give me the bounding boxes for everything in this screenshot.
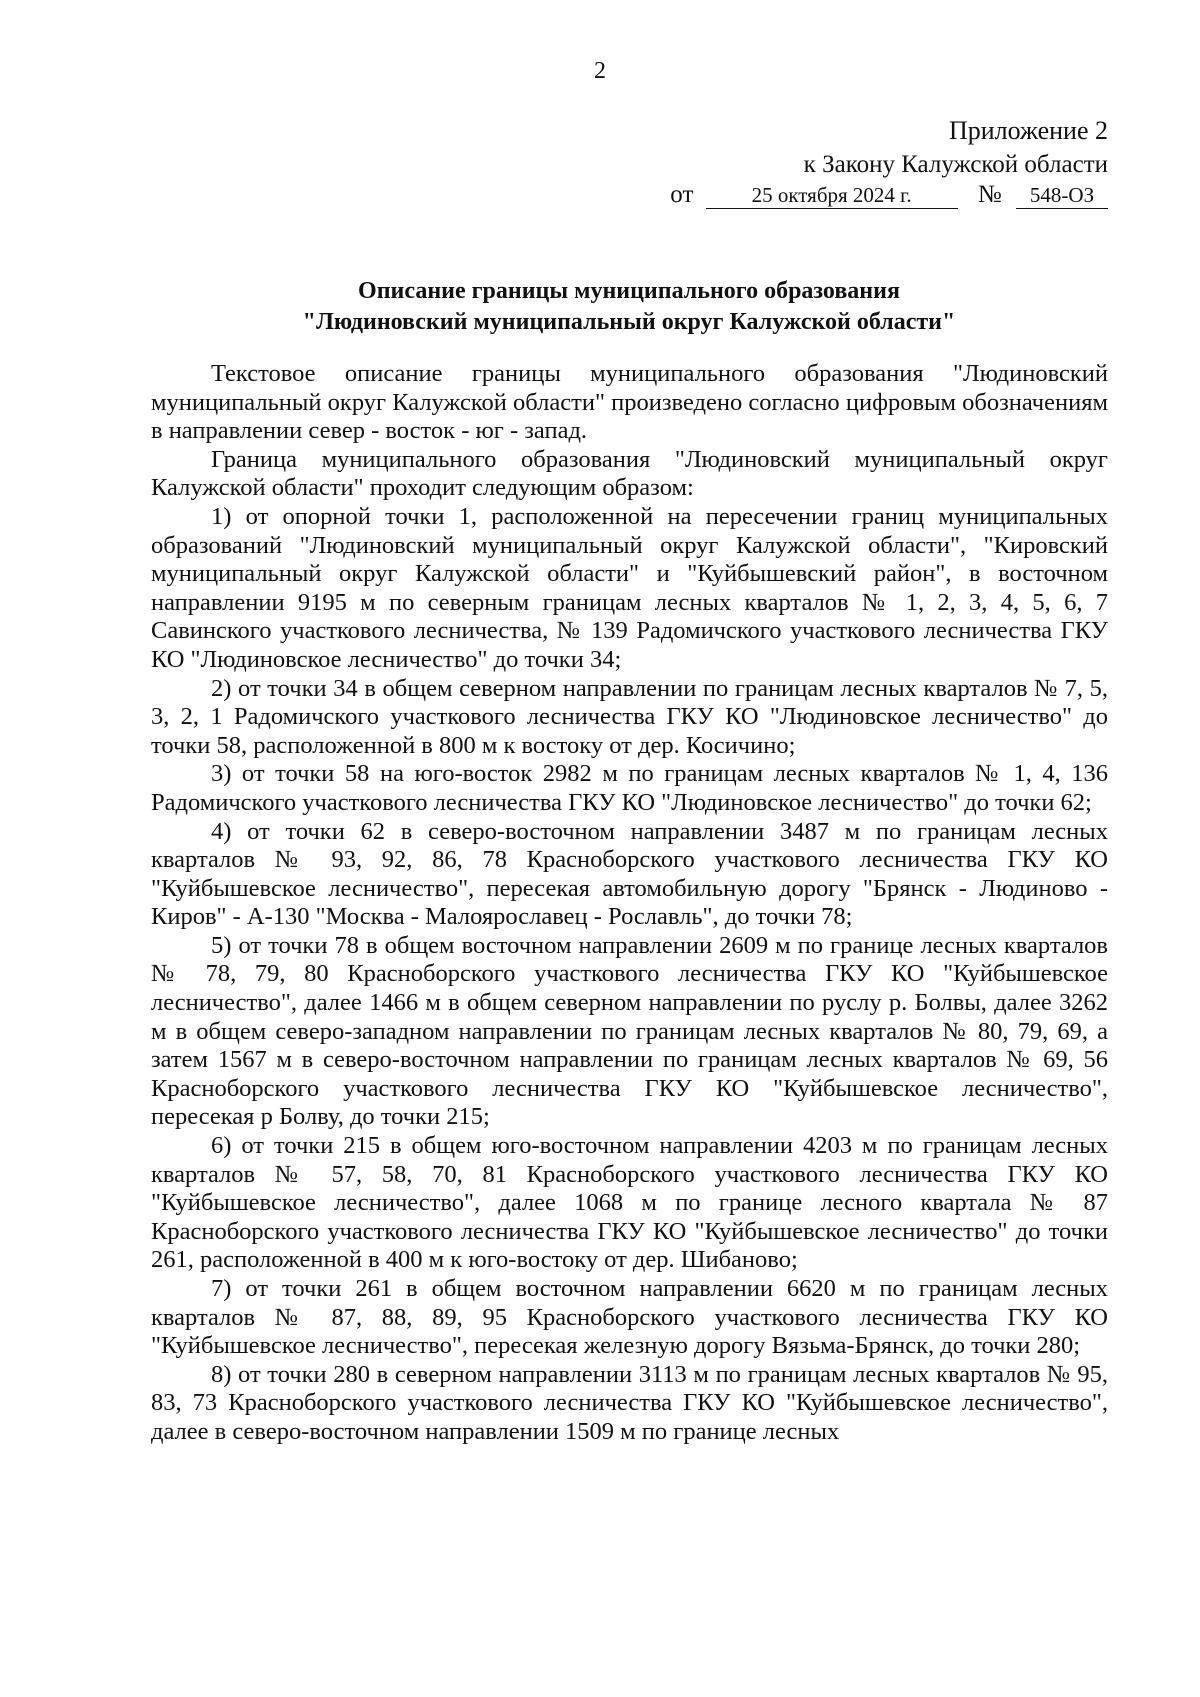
law-date: 25 октября 2024 г. [706,182,958,209]
paragraph-item-3: 3) от точки 58 на юго-восток 2982 м по границам лесных кварталов № 1, 4, 136 Радомичского участкового лесничества ГКУ КО "Людиновское лесничество" до точки 62; [151,760,1108,816]
paragraph-item-1: 1) от опорной точки 1, расположенной на пересечении границ муниципальных образований "Людиновский муниципальный округ Калужской области", "Кировский муниципальный округ Калужской области" и "Куйбышевский район", в восточном направлении 9195 м по северным границам лесных кварталов № 1, 2, 3, 4, 5, 6, 7 Савинского участкового лесничества, № 139 Радомичского участкового лесничества ГКУ КО "Людиновское лесничество" до точки 34; [151,502,1108,673]
number-sign: № [977,181,1002,208]
title-line-1: Описание границы муниципального образования [358,278,900,304]
paragraph-item-2: 2) от точки 34 в общем северном направлении по границам лесных кварталов № 7, 5, 3, 2, 1 Радомичского участкового лесничества ГКУ КО "Людиновское лесничество" до точки 58, расположенной в 800 м к востоку от дер. Косичино; [151,674,1108,759]
appendix-label: Приложение 2 [948,116,1108,145]
paragraph-intro: Текстовое описание границы муниципального образования "Людиновский муниципальный округ Калужской области" произведено согласно цифровым обозначениям в направлении север - восток - юг - запад. [151,360,1108,445]
appendix-law-reference: к Закону Калужской области [803,151,1108,178]
paragraph-item-5: 5) от точки 78 в общем восточном направлении 2609 м по границе лесных кварталов № 78, 79, 80 Красноборского участкового лесничества ГКУ КО "Куйбышевское лесничество", далее 1466 м в общем северном направлении по руслу р. Болвы, далее 3262 м в общем северо-западном направлении по границам лесных кварталов № 80, 79, 69, а затем 1567 м в северо-восточном направлении по границам лесных кварталов № 69, 56 Красноборского участкового лесничества ГКУ КО "Куйбышевское лесничество", пересекая р Болву, до точки 215; [151,931,1108,1131]
law-date-number-row [670,178,1108,212]
paragraph-item-8: 8) от точки 280 в северном направлении 3113 м по границам лесных кварталов № 95, 83, 73 Красноборского участкового лесничества ГКУ КО "Куйбышевское лесничество", далее в северо-восточном направлении 1509 м по границе лесных [151,1360,1108,1445]
paragraph-boundary-lead: Граница муниципального образования "Людиновский муниципальный округ Калужской области" проходит следующим образом: [151,445,1108,502]
title-line-2: "Людиновский муниципальный округ Калужской области" [302,309,956,335]
from-word: от [670,181,694,208]
page-number: 2 [594,58,606,84]
document-title [150,276,1108,338]
law-number: 548-ОЗ [1016,182,1108,209]
paragraph-item-6: 6) от точки 215 в общем юго-восточном направлении 4203 м по границам лесных кварталов № 57, 58, 70, 81 Красноборского участкового лесничества ГКУ КО "Куйбышевское лесничество", далее 1068 м по границе лесного квартала № 87 Красноборского участкового лесничества ГКУ КО "Куйбышевское лесничество" до точки 261, расположенной в 400 м к юго-востоку от дер. Шибаново; [151,1132,1108,1274]
paragraph-item-4: 4) от точки 62 в северо-восточном направлении 3487 м по границам лесных кварталов № 93, 92, 86, 78 Красноборского участкового лесничества ГКУ КО "Куйбышевское лесничество", пересекая автомобильную дорогу "Брянск - Людиново - Киров" - А-130 "Москва - Малоярославец - Рославль", до точки 78; [151,817,1108,931]
appendix-header [804,114,1108,182]
paragraph-item-7: 7) от точки 261 в общем восточном направлении 6620 м по границам лесных кварталов № 87, 88, 89, 95 Красноборского участкового лесничества ГКУ КО "Куйбышевское лесничество", пересекая железную дорогу Вязьма-Брянск, до точки 280; [151,1275,1108,1360]
document-body [151,360,1108,1447]
